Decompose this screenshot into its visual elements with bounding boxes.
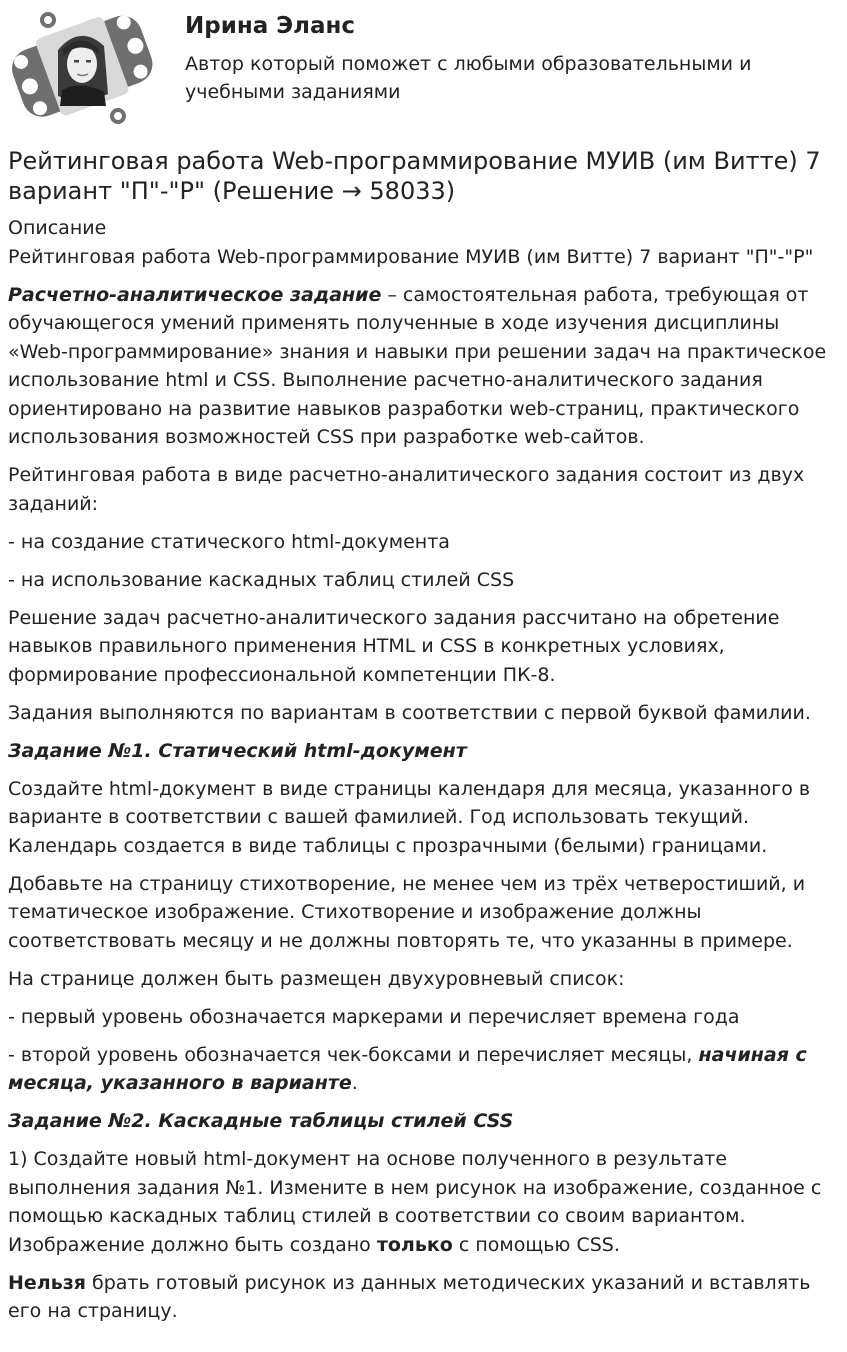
paragraph-text: брать готовый рисунок из данных методических указаний и вставлять его на страницу. [8, 1271, 811, 1322]
paragraph: На странице должен быть размещен двухуровневый список: [8, 967, 625, 990]
list-item: - первый уровень обозначается маркерами и перечисляет времена года [8, 1005, 740, 1028]
author-name[interactable]: Ирина Эланс [185, 13, 356, 39]
bold-word: только [376, 1233, 453, 1256]
task1-heading: Задание №1. Статический html-документ [8, 739, 467, 762]
paragraph-text: с помощью CSS. [452, 1233, 620, 1256]
bold-italic-term: Расчетно-аналитическое задание [8, 283, 382, 306]
list-item: - на создание статического html-документа [8, 530, 450, 553]
description-subtitle: Рейтинговая работа Web-программирование МУИВ (им Витте) 7 вариант "П"-"Р" [8, 245, 814, 268]
author-avatar [8, 6, 158, 128]
author-description: Автор который поможет с любыми образовательными и учебными заданиями [185, 53, 752, 103]
paragraph: Рейтинговая работа в виде расчетно-аналитического задания состоит из двух заданий: [8, 464, 805, 515]
paragraph: Создайте html-документ в виде страницы календаря для месяца, указанного в варианте в соответствии с вашей фамилией. Год использовать текущий. Календарь создается в виде таблицы с прозрачными (белыми) границами. [8, 777, 811, 857]
paragraph: Задания выполняются по вариантам в соответствии с первой буквой фамилии. [8, 701, 811, 724]
film-reel-avatar-icon [8, 6, 158, 128]
paragraph-text: 1) Создайте новый html-документ на основе полученного в результате выполнения задания №1. Измените в нем рисунок на изображение, созданное с помощью каскадных таблиц стилей в соответствии со своим вариантом. Изображение должно быть создано [8, 1148, 822, 1256]
author-block [8, 6, 838, 128]
paragraph [8, 1269, 838, 1326]
description-label: Описание [8, 217, 107, 239]
bold-word: Нельзя [8, 1271, 86, 1294]
list-item: - на использование каскадных таблиц стилей CSS [8, 568, 515, 591]
paragraph-text: - второй уровень обозначается чек-боксами и перечисляет месяцы, [8, 1043, 699, 1066]
task2-heading: Задание №2. Каскадные таблицы стилей CSS [8, 1110, 514, 1132]
list-item [8, 1041, 838, 1098]
paragraph-text: – самостоятельная работа, требующая от обучающегося умений применять полученные в ходе изучения дисциплины «Web-программирование» знания и навыки при решении задач на практическое использование html и CSS. Выполнение расчетно-аналитического задания ориентировано на развитие навыков разработки web-страниц, практического использования возможностей CSS при разработке web-сайтов. [8, 283, 827, 448]
document-content [8, 146, 838, 1326]
paragraph [8, 1145, 838, 1259]
bold-italic-phrase: начиная с месяца, указанного в варианте [8, 1043, 807, 1094]
document-title: Рейтинговая работа Web-программирование МУИВ (им Витте) 7 вариант "П"-"Р" (Решение → 58033) [8, 147, 821, 205]
paragraph-intro [8, 281, 838, 452]
paragraph: Добавьте на страницу стихотворение, не менее чем из трёх четверостиший, и тематическое изображение. Стихотворение и изображение должны соответствовать месяцу и не должны повторять те, что указанны в примере. [8, 872, 806, 952]
paragraph-text: . [351, 1072, 358, 1094]
paragraph: Решение задач расчетно-аналитического задания рассчитано на обретение навыков правильного применения HTML и CSS в конкретных условиях, формирование профессиональной компетенции ПК-8. [8, 606, 780, 686]
